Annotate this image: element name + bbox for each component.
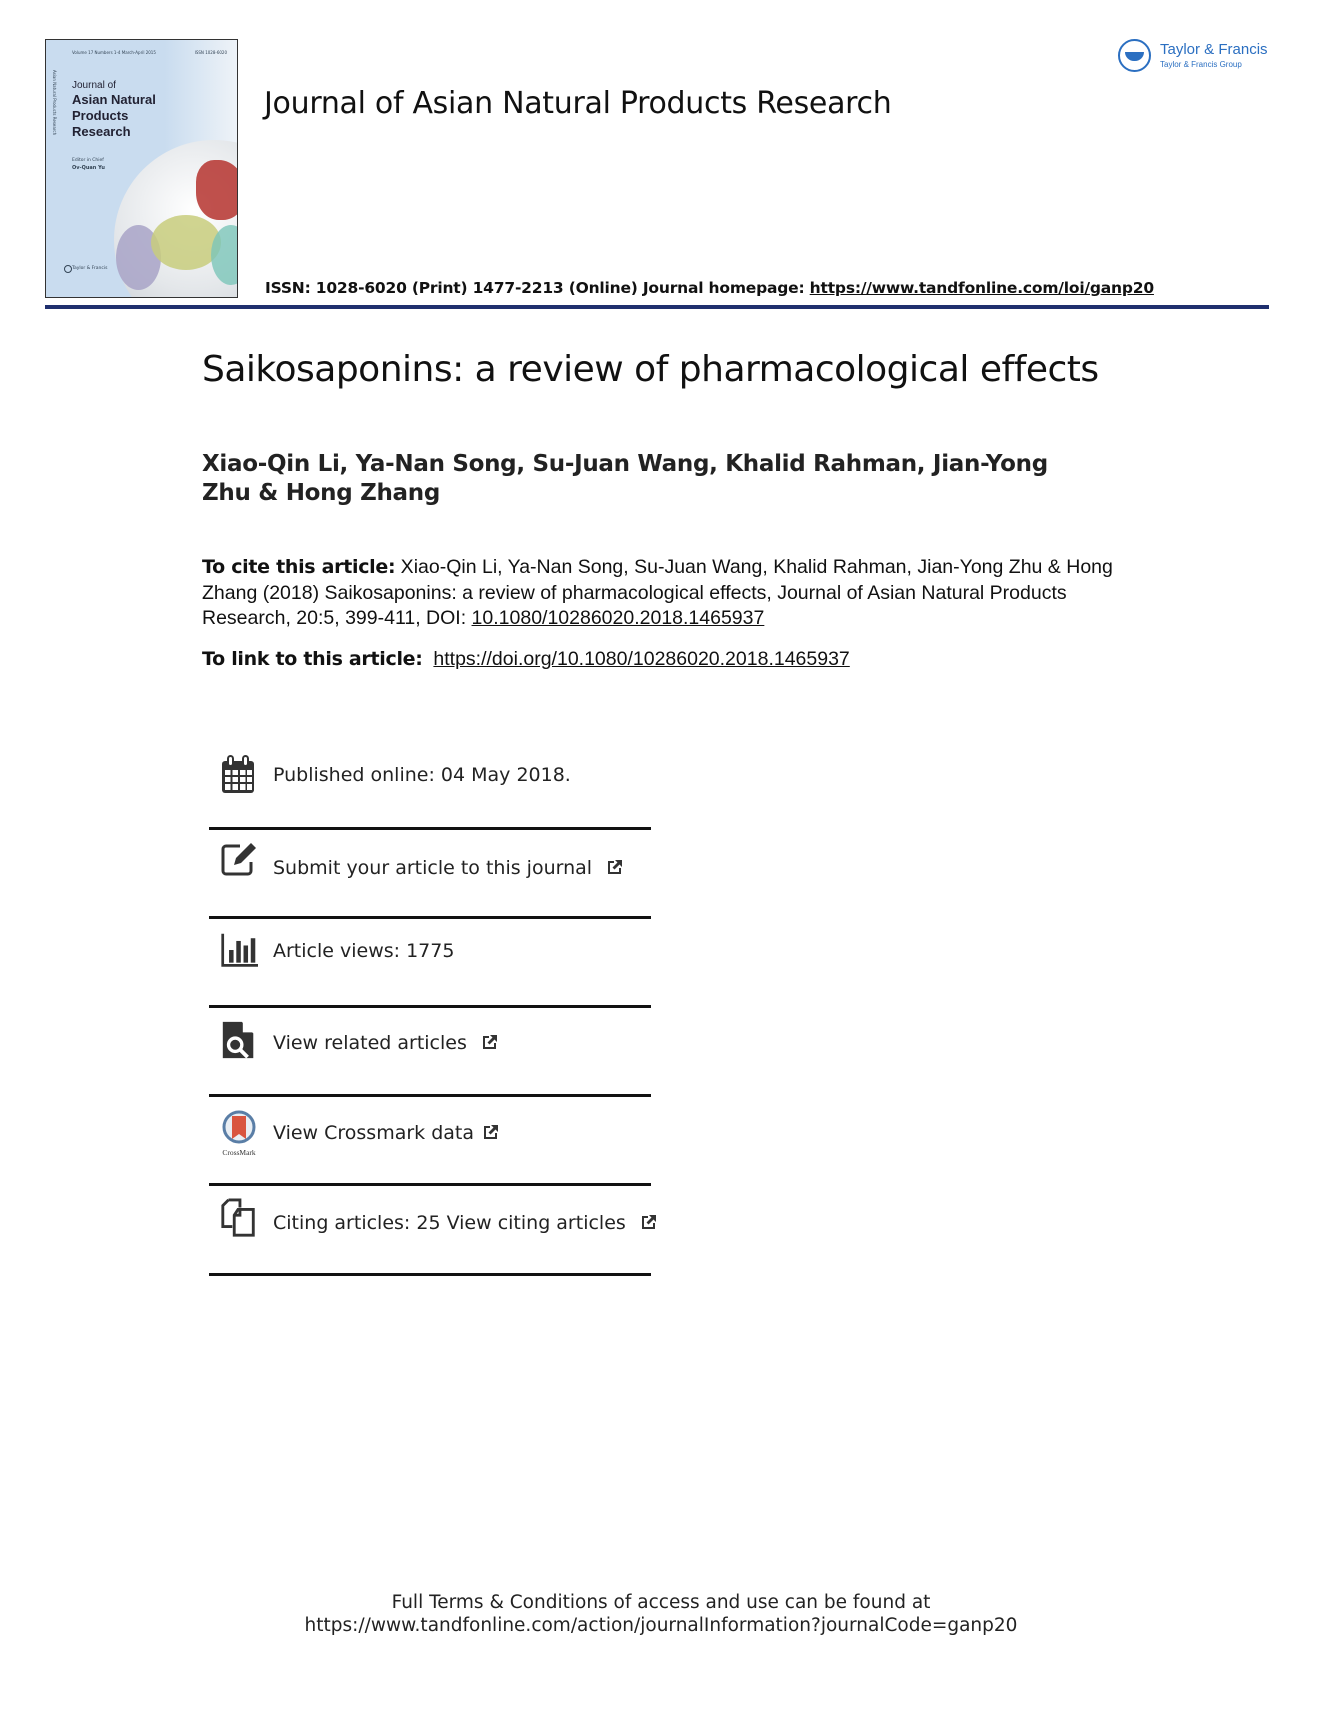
terms-line: Full Terms & Conditions of access and use can be found at [391, 1592, 931, 1613]
issn-text: ISSN: 1028-6020 (Print) 1477-2213 (Online) Journal homepage: [265, 279, 810, 297]
article-authors: Xiao-Qin Li, Ya-Nan Song, Su-Juan Wang, Khalid Rahman, Jian-Yong Zhu & Hong Zhang [202, 451, 1048, 506]
article-doi-url-link[interactable]: https://doi.org/10.1080/10286020.2018.1465937 [433, 648, 850, 670]
info-row-crossmark[interactable] [209, 1110, 651, 1180]
citation-block [202, 555, 1122, 632]
bar-chart-icon [220, 930, 258, 970]
cover-title-line1: Journal of [72, 80, 116, 91]
calendar-icon [220, 755, 258, 795]
external-link-icon [481, 1034, 498, 1051]
cover-publisher: Taylor & Francis [72, 266, 108, 271]
row-divider [209, 827, 651, 830]
link-label: To link to this article: [202, 648, 423, 670]
external-link-icon [482, 1124, 499, 1141]
terms-url[interactable]: https://www.tandfonline.com/action/journalInformation?journalCode=ganp20 [304, 1615, 1018, 1636]
edit-icon [220, 840, 258, 880]
row-divider [209, 916, 651, 919]
row-divider [209, 1273, 651, 1276]
journal-cover-image [45, 39, 238, 298]
cover-issn: ISSN 1028-6020 [194, 50, 227, 55]
publisher-group: Taylor & Francis Group [1160, 60, 1242, 69]
info-row-citing[interactable] [209, 1198, 651, 1268]
crossmark-icon [217, 1110, 261, 1158]
related-articles-link[interactable] [273, 1032, 498, 1054]
row-divider [209, 1005, 651, 1008]
cover-editor-name: Ov-Quan Yu [72, 165, 105, 171]
submit-article-label: Submit your article to this journal [273, 857, 593, 879]
issn-line [265, 279, 1154, 297]
journal-homepage-link[interactable]: https://www.tandfonline.com/loi/ganp20 [809, 279, 1154, 297]
cover-publisher-icon [64, 265, 72, 273]
row-divider [209, 1094, 651, 1097]
cite-text: Xiao-Qin Li, Ya-Nan Song, Su-Juan Wang, Khalid Rahman, Jian-Yong Zhu & Hong Zhang (2018) Saikosaponins: a review of pharmacological effects, Journal of Asian Natural Products Research, 20:5, 399-411, DOI: [202, 556, 1113, 629]
cover-title-line2: Asian Natural Products Research [72, 92, 156, 139]
doi-link[interactable]: 10.1080/10286020.2018.1465937 [471, 607, 765, 629]
cover-spine-text: Asian Natural Products Research [52, 70, 57, 136]
article-title: Saikosaponins: a review of pharmacological effects [202, 349, 1099, 390]
publisher-name: Taylor & Francis [1160, 41, 1268, 58]
document-search-icon [220, 1020, 258, 1060]
terms-footer [0, 1591, 1322, 1637]
info-row-published [209, 755, 651, 825]
related-articles-label: View related articles [273, 1032, 467, 1054]
header-divider [45, 305, 1269, 309]
crossmark-link[interactable] [273, 1122, 499, 1144]
external-link-icon [606, 859, 623, 876]
citing-articles-label: Citing articles: 25 View citing articles [273, 1212, 626, 1234]
crossmark-label: View Crossmark data [273, 1122, 475, 1144]
submit-article-link[interactable] [273, 857, 623, 879]
info-row-submit[interactable] [209, 840, 651, 910]
published-date: Published online: 04 May 2018. [273, 764, 571, 786]
external-link-icon [640, 1214, 657, 1231]
article-views: Article views: 1775 [273, 940, 455, 962]
cover-volume-line: Volume 17 Numbers 1-4 March-April 2015 [72, 50, 156, 55]
cite-label: To cite this article: [202, 556, 396, 578]
citing-articles-link[interactable] [273, 1212, 657, 1234]
info-row-views [209, 930, 651, 1000]
copy-documents-icon [220, 1198, 258, 1238]
row-divider [209, 1183, 651, 1186]
journal-title: Journal of Asian Natural Products Research [264, 86, 892, 121]
info-row-related[interactable] [209, 1020, 651, 1090]
cover-editor-label: Editor in Chief [72, 158, 104, 163]
svg-text:CrossMark: CrossMark [222, 1148, 256, 1157]
article-link-line [202, 648, 850, 671]
cover-protein-graphic [151, 215, 221, 270]
cover-protein-graphic [196, 160, 238, 220]
